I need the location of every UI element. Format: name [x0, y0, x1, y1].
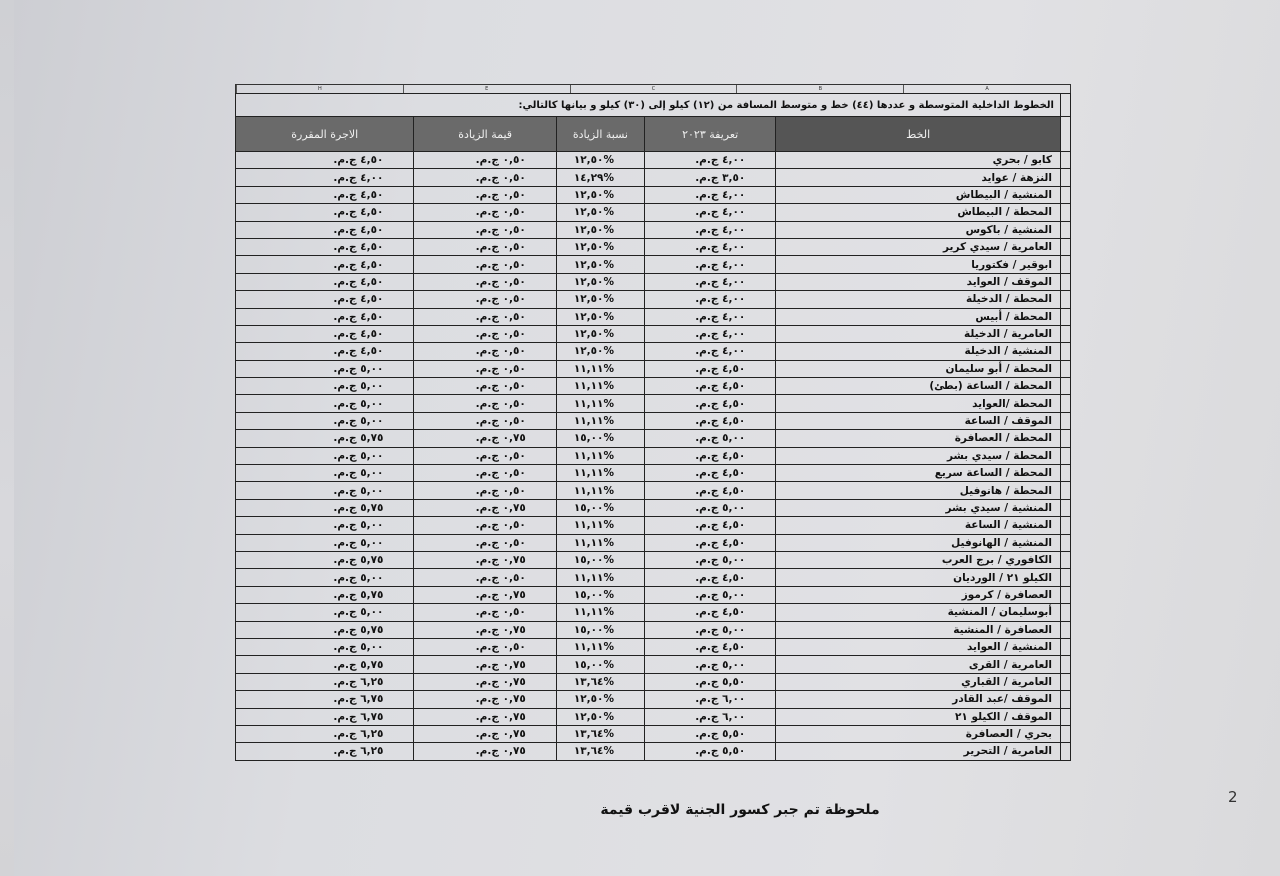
row-marker [1060, 691, 1070, 708]
cell-new-fare: ٦,٧٥ ج.م. [236, 708, 414, 725]
cell-line: المحطة /العوايد [776, 395, 1061, 412]
cell-new-fare: ٥,٠٠ ج.م. [236, 360, 414, 377]
cell-increase-value: ٠,٥٠ ج.م. [414, 291, 556, 308]
row-marker [1060, 204, 1070, 221]
cell-fare-2023: ٥,٠٠ ج.م. [645, 586, 776, 603]
cell-increase-pct: %١١,١١ [556, 412, 644, 429]
cell-line: المنشية / الهانوفيل [776, 534, 1061, 551]
cell-increase-value: ٠,٧٥ ج.م. [414, 499, 556, 516]
cell-increase-pct: %١٣,٦٤ [556, 743, 644, 760]
cell-line: العامرية / التحرير [776, 743, 1061, 760]
cell-fare-2023: ٤,٠٠ ج.م. [645, 273, 776, 290]
cell-new-fare: ٥,٠٠ ج.م. [236, 395, 414, 412]
table-row [236, 152, 1071, 169]
header-row [236, 117, 1071, 152]
cell-increase-value: ٠,٥٠ ج.م. [414, 221, 556, 238]
table-row [236, 325, 1071, 342]
cell-line: الكيلو ٢١ / الورديان [776, 569, 1061, 586]
cell-increase-pct: %١١,١١ [556, 395, 644, 412]
cell-line: المحطة / أبو سليمان [776, 360, 1061, 377]
table-title-row [236, 94, 1071, 117]
row-marker [1060, 482, 1070, 499]
cell-increase-value: ٠,٧٥ ج.م. [414, 708, 556, 725]
row-marker [1060, 673, 1070, 690]
row-marker [1060, 551, 1070, 568]
table-row [236, 169, 1071, 186]
cell-new-fare: ٤,٥٠ ج.م. [236, 204, 414, 221]
cell-increase-pct: %١٢,٥٠ [556, 204, 644, 221]
column-letter: A [903, 85, 1070, 93]
table-row [236, 186, 1071, 203]
cell-line: العصافرة / المنشية [776, 621, 1061, 638]
cell-new-fare: ٥,٠٠ ج.م. [236, 465, 414, 482]
cell-increase-pct: %١١,١١ [556, 447, 644, 464]
row-marker [1060, 638, 1070, 655]
cell-line: المنشية / الدخيلة [776, 343, 1061, 360]
row-marker [1060, 586, 1070, 603]
cell-increase-pct: %١٢,٥٠ [556, 256, 644, 273]
cell-new-fare: ٤,٥٠ ج.م. [236, 238, 414, 255]
cell-fare-2023: ٤,٠٠ ج.م. [645, 308, 776, 325]
fares-table [235, 93, 1071, 761]
cell-line: المحطة / الساعة (بطئ) [776, 378, 1061, 395]
header-increase-pct: نسبة الزيادة [556, 117, 644, 152]
table-row [236, 534, 1071, 551]
table-row [236, 343, 1071, 360]
cell-fare-2023: ٤,٥٠ ج.م. [645, 465, 776, 482]
cell-new-fare: ٦,٧٥ ج.م. [236, 691, 414, 708]
table-row [236, 517, 1071, 534]
cell-increase-pct: %١٥,٠٠ [556, 551, 644, 568]
cell-line: العامرية / القرى [776, 656, 1061, 673]
column-letter: B [736, 85, 903, 93]
cell-new-fare: ٥,٧٥ ج.م. [236, 551, 414, 568]
row-marker [1060, 308, 1070, 325]
cell-increase-value: ٠,٧٥ ج.م. [414, 691, 556, 708]
header-fare-2023: تعريفة ٢٠٢٣ [645, 117, 776, 152]
table-row [236, 412, 1071, 429]
cell-fare-2023: ٤,٥٠ ج.م. [645, 378, 776, 395]
column-letter: H [236, 85, 403, 93]
cell-fare-2023: ٦,٠٠ ج.م. [645, 691, 776, 708]
cell-fare-2023: ٣,٥٠ ج.م. [645, 169, 776, 186]
row-marker [1060, 604, 1070, 621]
table-row [236, 499, 1071, 516]
table-row [236, 482, 1071, 499]
cell-increase-value: ٠,٥٠ ج.م. [414, 395, 556, 412]
table-row [236, 725, 1071, 742]
cell-fare-2023: ٤,٥٠ ج.م. [645, 534, 776, 551]
cell-new-fare: ٥,٠٠ ج.م. [236, 638, 414, 655]
cell-new-fare: ٤,٥٠ ج.م. [236, 186, 414, 203]
cell-new-fare: ٤,٥٠ ج.م. [236, 308, 414, 325]
cell-increase-value: ٠,٥٠ ج.م. [414, 238, 556, 255]
cell-increase-value: ٠,٥٠ ج.م. [414, 534, 556, 551]
cell-increase-value: ٠,٥٠ ج.م. [414, 360, 556, 377]
cell-fare-2023: ٤,٥٠ ج.م. [645, 604, 776, 621]
cell-fare-2023: ٤,٠٠ ج.م. [645, 343, 776, 360]
row-marker [1060, 291, 1070, 308]
cell-fare-2023: ٥,٥٠ ج.م. [645, 725, 776, 742]
cell-line: العامرية / سيدي كرير [776, 238, 1061, 255]
cell-increase-pct: %١٢,٥٠ [556, 708, 644, 725]
cell-increase-value: ٠,٥٠ ج.م. [414, 378, 556, 395]
cell-fare-2023: ٦,٠٠ ج.م. [645, 708, 776, 725]
row-marker [1060, 743, 1070, 760]
row-marker [1060, 412, 1070, 429]
cell-new-fare: ٥,٠٠ ج.م. [236, 517, 414, 534]
cell-new-fare: ٥,٧٥ ج.م. [236, 499, 414, 516]
cell-fare-2023: ٤,٥٠ ج.م. [645, 517, 776, 534]
cell-line: الموقف /عبد القادر [776, 691, 1061, 708]
header-increase-value: قيمة الزيادة [414, 117, 556, 152]
row-marker [1060, 621, 1070, 638]
cell-increase-pct: %١٤,٢٩ [556, 169, 644, 186]
cell-fare-2023: ٤,٥٠ ج.م. [645, 569, 776, 586]
table-row [236, 360, 1071, 377]
cell-line: المنشية / باكوس [776, 221, 1061, 238]
cell-increase-pct: %١١,١١ [556, 638, 644, 655]
table-row [236, 308, 1071, 325]
cell-increase-pct: %١٢,٥٠ [556, 221, 644, 238]
cell-fare-2023: ٥,٥٠ ج.م. [645, 743, 776, 760]
row-marker [1060, 447, 1070, 464]
row-marker [1060, 221, 1070, 238]
table-row [236, 273, 1071, 290]
cell-increase-value: ٠,٥٠ ج.م. [414, 256, 556, 273]
cell-new-fare: ٥,٠٠ ج.م. [236, 569, 414, 586]
cell-fare-2023: ٤,٥٠ ج.م. [645, 395, 776, 412]
footnote: ملحوظة تم جبر كسور الجنية لاقرب قيمة [600, 802, 880, 818]
row-marker [1060, 395, 1070, 412]
cell-new-fare: ٥,٠٠ ج.م. [236, 412, 414, 429]
cell-new-fare: ٤,٥٠ ج.م. [236, 152, 414, 169]
row-marker [1060, 186, 1070, 203]
cell-line: المحطة / الدخيلة [776, 291, 1061, 308]
row-marker [1060, 238, 1070, 255]
cell-line: ابوقير / فكتوريا [776, 256, 1061, 273]
table-row [236, 708, 1071, 725]
cell-fare-2023: ٤,٥٠ ج.م. [645, 638, 776, 655]
cell-line: المنشية / سيدي بشر [776, 499, 1061, 516]
row-marker [1060, 499, 1070, 516]
cell-new-fare: ٤,٥٠ ج.م. [236, 256, 414, 273]
cell-increase-pct: %١٢,٥٠ [556, 238, 644, 255]
table-row [236, 604, 1071, 621]
cell-increase-pct: %١٣,٦٤ [556, 673, 644, 690]
cell-increase-pct: %١٥,٠٠ [556, 499, 644, 516]
cell-increase-value: ٠,٥٠ ج.م. [414, 204, 556, 221]
table-row [236, 430, 1071, 447]
cell-line: بحري / العصافرة [776, 725, 1061, 742]
cell-fare-2023: ٥,٠٠ ج.م. [645, 551, 776, 568]
row-marker [1060, 725, 1070, 742]
cell-increase-pct: %١١,١١ [556, 482, 644, 499]
cell-fare-2023: ٤,٠٠ ج.م. [645, 238, 776, 255]
table-row [236, 691, 1071, 708]
cell-new-fare: ٥,٧٥ ج.م. [236, 430, 414, 447]
cell-fare-2023: ٥,٥٠ ج.م. [645, 673, 776, 690]
row-marker [1060, 343, 1070, 360]
cell-increase-pct: %١١,١١ [556, 517, 644, 534]
cell-increase-value: ٠,٥٠ ج.م. [414, 273, 556, 290]
row-marker [1060, 534, 1070, 551]
cell-increase-pct: %١٢,٥٠ [556, 325, 644, 342]
row-marker [1060, 325, 1070, 342]
table-row [236, 204, 1071, 221]
cell-new-fare: ٤,٥٠ ج.م. [236, 343, 414, 360]
table-row [236, 551, 1071, 568]
cell-increase-value: ٠,٧٥ ج.م. [414, 586, 556, 603]
cell-increase-pct: %١١,١١ [556, 534, 644, 551]
row-marker [1060, 656, 1070, 673]
cell-increase-pct: %١١,١١ [556, 604, 644, 621]
row-marker [1060, 152, 1070, 169]
cell-new-fare: ٥,٠٠ ج.م. [236, 447, 414, 464]
cell-new-fare: ٥,٠٠ ج.م. [236, 604, 414, 621]
cell-fare-2023: ٤,٠٠ ج.م. [645, 221, 776, 238]
row-marker [1060, 169, 1070, 186]
cell-line: العصافرة / كرموز [776, 586, 1061, 603]
cell-increase-pct: %١١,١١ [556, 465, 644, 482]
cell-increase-value: ٠,٧٥ ج.م. [414, 725, 556, 742]
table-row [236, 291, 1071, 308]
cell-increase-pct: %١٥,٠٠ [556, 656, 644, 673]
cell-new-fare: ٥,٠٠ ج.م. [236, 482, 414, 499]
spreadsheet-printout [235, 84, 1071, 761]
cell-increase-pct: %١٥,٠٠ [556, 430, 644, 447]
cell-increase-value: ٠,٥٠ ج.م. [414, 325, 556, 342]
cell-line: العامرية / الدخيلة [776, 325, 1061, 342]
cell-line: المنشية / البيطاش [776, 186, 1061, 203]
cell-fare-2023: ٤,٠٠ ج.م. [645, 291, 776, 308]
column-letter: E [403, 85, 570, 93]
cell-fare-2023: ٥,٠٠ ج.م. [645, 656, 776, 673]
cell-line: أبوسليمان / المنشية [776, 604, 1061, 621]
cell-increase-pct: %١١,١١ [556, 569, 644, 586]
cell-increase-value: ٠,٥٠ ج.م. [414, 308, 556, 325]
row-marker [1060, 569, 1070, 586]
cell-line: المحطة / العصافرة [776, 430, 1061, 447]
table-row [236, 447, 1071, 464]
cell-line: الموقف / الكيلو ٢١ [776, 708, 1061, 725]
cell-fare-2023: ٤,٠٠ ج.م. [645, 186, 776, 203]
header-line: الخط [776, 117, 1061, 152]
cell-increase-pct: %١٢,٥٠ [556, 691, 644, 708]
cell-new-fare: ٦,٢٥ ج.م. [236, 725, 414, 742]
cell-fare-2023: ٤,٠٠ ج.م. [645, 152, 776, 169]
cell-increase-value: ٠,٧٥ ج.م. [414, 743, 556, 760]
cell-new-fare: ٤,٥٠ ج.م. [236, 273, 414, 290]
table-row [236, 656, 1071, 673]
cell-line: المحطة / الساعة سريع [776, 465, 1061, 482]
row-marker [1060, 465, 1070, 482]
cell-increase-pct: %١١,١١ [556, 378, 644, 395]
cell-line: المحطة / أبيس [776, 308, 1061, 325]
cell-increase-value: ٠,٥٠ ج.م. [414, 152, 556, 169]
cell-increase-pct: %١٢,٥٠ [556, 152, 644, 169]
cell-increase-pct: %١٢,٥٠ [556, 343, 644, 360]
cell-line: الكافوري / برج العرب [776, 551, 1061, 568]
column-letter: C [570, 85, 737, 93]
cell-line: المحطة / هانوفيل [776, 482, 1061, 499]
cell-fare-2023: ٤,٥٠ ج.م. [645, 447, 776, 464]
cell-fare-2023: ٥,٠٠ ج.م. [645, 430, 776, 447]
cell-new-fare: ٥,٠٠ ج.م. [236, 534, 414, 551]
cell-increase-value: ٠,٥٠ ج.م. [414, 412, 556, 429]
table-row [236, 395, 1071, 412]
cell-new-fare: ٥,٧٥ ج.م. [236, 656, 414, 673]
cell-line: المحطة / البيطاش [776, 204, 1061, 221]
table-row [236, 673, 1071, 690]
row-marker [1060, 256, 1070, 273]
cell-fare-2023: ٥,٠٠ ج.م. [645, 621, 776, 638]
cell-new-fare: ٤,٥٠ ج.م. [236, 325, 414, 342]
cell-new-fare: ٤,٠٠ ج.م. [236, 169, 414, 186]
header-new-fare: الاجرة المقررة [236, 117, 414, 152]
cell-increase-value: ٠,٥٠ ج.م. [414, 569, 556, 586]
cell-increase-value: ٠,٧٥ ج.م. [414, 430, 556, 447]
table-row [236, 621, 1071, 638]
cell-line: الموقف / العوايد [776, 273, 1061, 290]
table-title: الخطوط الداخلية المتوسطة و عددها (٤٤) خط و متوسط المسافة من (١٢) كيلو إلى (٣٠) كيلو و بيانها كالتالي: [236, 94, 1061, 117]
cell-increase-pct: %١٢,٥٠ [556, 308, 644, 325]
table-row [236, 465, 1071, 482]
cell-line: العامرية / القباري [776, 673, 1061, 690]
cell-new-fare: ٦,٢٥ ج.م. [236, 743, 414, 760]
cell-increase-value: ٠,٧٥ ج.م. [414, 673, 556, 690]
cell-line: المنشية / الساعة [776, 517, 1061, 534]
row-marker [1060, 517, 1070, 534]
cell-increase-pct: %١٢,٥٠ [556, 273, 644, 290]
cell-fare-2023: ٤,٠٠ ج.م. [645, 256, 776, 273]
cell-new-fare: ٤,٥٠ ج.م. [236, 291, 414, 308]
cell-increase-value: ٠,٥٠ ج.م. [414, 517, 556, 534]
cell-increase-pct: %١٢,٥٠ [556, 291, 644, 308]
cell-increase-value: ٠,٧٥ ج.م. [414, 656, 556, 673]
cell-line: المحطة / سيدي بشر [776, 447, 1061, 464]
cell-fare-2023: ٤,٥٠ ج.م. [645, 360, 776, 377]
cell-new-fare: ٦,٢٥ ج.م. [236, 673, 414, 690]
cell-increase-value: ٠,٧٥ ج.م. [414, 551, 556, 568]
cell-fare-2023: ٤,٥٠ ج.م. [645, 412, 776, 429]
cell-line: الموقف / الساعة [776, 412, 1061, 429]
cell-increase-pct: %١٥,٠٠ [556, 621, 644, 638]
table-row [236, 238, 1071, 255]
table-row [236, 221, 1071, 238]
cell-increase-value: ٠,٥٠ ج.م. [414, 169, 556, 186]
table-row [236, 256, 1071, 273]
cell-increase-value: ٠,٥٠ ج.م. [414, 447, 556, 464]
cell-increase-pct: %١٢,٥٠ [556, 186, 644, 203]
cell-line: كابو / بحري [776, 152, 1061, 169]
cell-line: النزهة / عوايد [776, 169, 1061, 186]
cell-increase-value: ٠,٥٠ ج.م. [414, 186, 556, 203]
cell-increase-value: ٠,٥٠ ج.م. [414, 343, 556, 360]
cell-increase-value: ٠,٥٠ ج.م. [414, 604, 556, 621]
cell-increase-pct: %١٣,٦٤ [556, 725, 644, 742]
cell-fare-2023: ٤,٠٠ ج.م. [645, 325, 776, 342]
cell-increase-value: ٠,٥٠ ج.م. [414, 482, 556, 499]
cell-new-fare: ٥,٠٠ ج.م. [236, 378, 414, 395]
row-marker [1060, 378, 1070, 395]
cell-new-fare: ٤,٥٠ ج.م. [236, 221, 414, 238]
cell-fare-2023: ٤,٠٠ ج.م. [645, 204, 776, 221]
cell-fare-2023: ٤,٥٠ ج.م. [645, 482, 776, 499]
table-row [236, 569, 1071, 586]
table-row [236, 638, 1071, 655]
table-row [236, 586, 1071, 603]
cell-fare-2023: ٥,٠٠ ج.م. [645, 499, 776, 516]
page-number: 2 [1228, 788, 1238, 806]
cell-increase-pct: %١٥,٠٠ [556, 586, 644, 603]
cell-line: المنشية / العوايد [776, 638, 1061, 655]
cell-increase-value: ٠,٧٥ ج.م. [414, 621, 556, 638]
row-marker [1060, 273, 1070, 290]
cell-new-fare: ٥,٧٥ ج.م. [236, 586, 414, 603]
column-letters-bar [235, 84, 1071, 93]
table-row [236, 743, 1071, 760]
cell-increase-value: ٠,٥٠ ج.م. [414, 465, 556, 482]
row-marker [1060, 360, 1070, 377]
row-marker [1060, 708, 1070, 725]
cell-new-fare: ٥,٧٥ ج.م. [236, 621, 414, 638]
cell-increase-pct: %١١,١١ [556, 360, 644, 377]
cell-increase-value: ٠,٥٠ ج.م. [414, 638, 556, 655]
table-row [236, 378, 1071, 395]
row-marker [1060, 430, 1070, 447]
